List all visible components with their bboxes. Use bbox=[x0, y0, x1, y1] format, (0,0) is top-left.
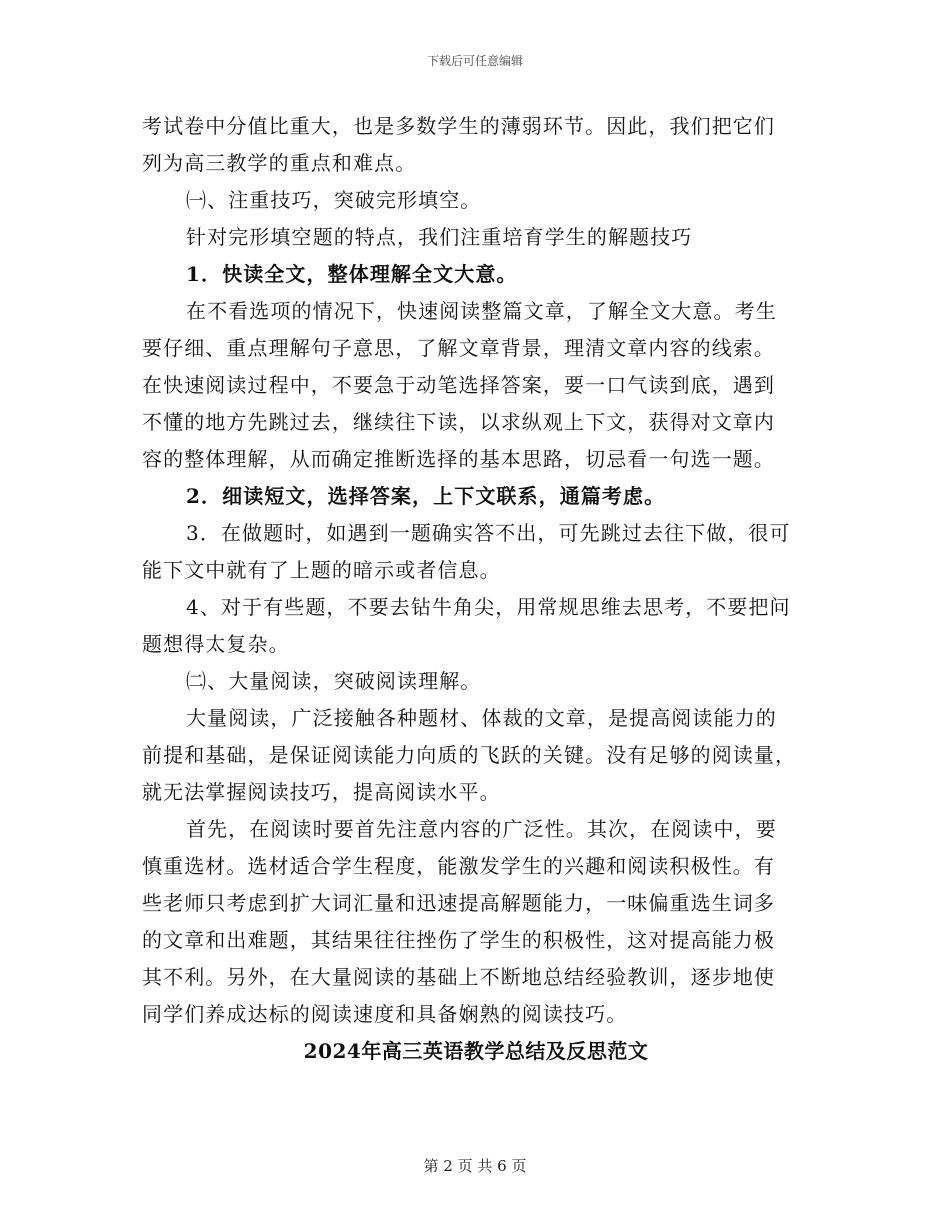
paragraph-line: 慎重选材。选材适合学生程度，能激发学生的兴趣和阅读积极性。有 bbox=[142, 854, 775, 878]
paragraph-line: 其不利。另外，在大量阅读的基础上不断地总结经验教训，逐步地使 bbox=[142, 965, 775, 989]
section-heading: ㈠、注重技巧，突破完形填空。 bbox=[186, 188, 482, 212]
paragraph-line: 4、对于有些题，不要去钻牛角尖，用常规思维去思考，不要把问 bbox=[186, 595, 791, 619]
point-heading: 1．快读全文，整体理解全文大意。 bbox=[186, 262, 518, 286]
paragraph-line: 的文章和出难题，其结果往往挫伤了学生的积极性，这对提高能力极 bbox=[142, 928, 775, 952]
document-body bbox=[142, 108, 810, 1070]
paragraph-line: 不懂的地方先跳过去，继续往下读，以求纵观上下文，获得对文章内 bbox=[142, 410, 775, 434]
paragraph-line: 首先，在阅读时要首先注意内容的广泛性。其次，在阅读中，要 bbox=[186, 817, 777, 841]
paragraph-line: 在快速阅读过程中，不要急于动笔选择答案，要一口气读到底，遇到 bbox=[142, 373, 775, 397]
paragraph-line: 大量阅读，广泛接触各种题材、体裁的文章，是提高阅读能力的 bbox=[186, 706, 777, 730]
point-heading: 2．细读短文，选择答案，上下文联系，通篇考虑。 bbox=[186, 484, 666, 508]
paragraph-line: 些老师只考虑到扩大词汇量和迅速提高解题能力，一味偏重选生词多 bbox=[142, 891, 775, 915]
document-title: 2024年高三英语教学总结及反思范文 bbox=[303, 1039, 649, 1063]
paragraph-line: 针对完形填空题的特点，我们注重培育学生的解题技巧 bbox=[186, 225, 693, 249]
paragraph-line: 3．在做题时，如遇到一题确实答不出，可先跳过去往下做，很可 bbox=[186, 521, 791, 545]
section-heading: ㈡、大量阅读，突破阅读理解。 bbox=[186, 669, 482, 693]
paragraph-line: 就无法掌握阅读技巧，提高阅读水平。 bbox=[142, 780, 501, 804]
paragraph-line: 同学们养成达标的阅读速度和具备娴熟的阅读技巧。 bbox=[142, 1002, 628, 1026]
page-number: 第 2 页 共 6 页 bbox=[423, 1157, 527, 1175]
paragraph-line: 要仔细、重点理解句子意思，了解文章背景，理清文章内容的线索。 bbox=[142, 336, 775, 360]
page-header: 下载后可任意编辑 bbox=[426, 54, 523, 68]
paragraph-line: 在不看选项的情况下，快速阅读整篇文章，了解全文大意。考生 bbox=[186, 299, 777, 323]
paragraph-line: 能下文中就有了上题的暗示或者信息。 bbox=[142, 558, 501, 582]
paragraph-line: 列为高三教学的重点和难点。 bbox=[142, 151, 417, 175]
paragraph-line: 容的整体理解，从而确定推断选择的基本思路，切忌看一句选一题。 bbox=[142, 447, 775, 471]
paragraph-line: 前提和基础，是保证阅读能力向质的飞跃的关键。没有足够的阅读量， bbox=[142, 743, 797, 767]
paragraph-line: 考试卷中分值比重大，也是多数学生的薄弱环节。因此，我们把它们 bbox=[142, 114, 775, 138]
paragraph-line: 题想得太复杂。 bbox=[142, 632, 290, 656]
